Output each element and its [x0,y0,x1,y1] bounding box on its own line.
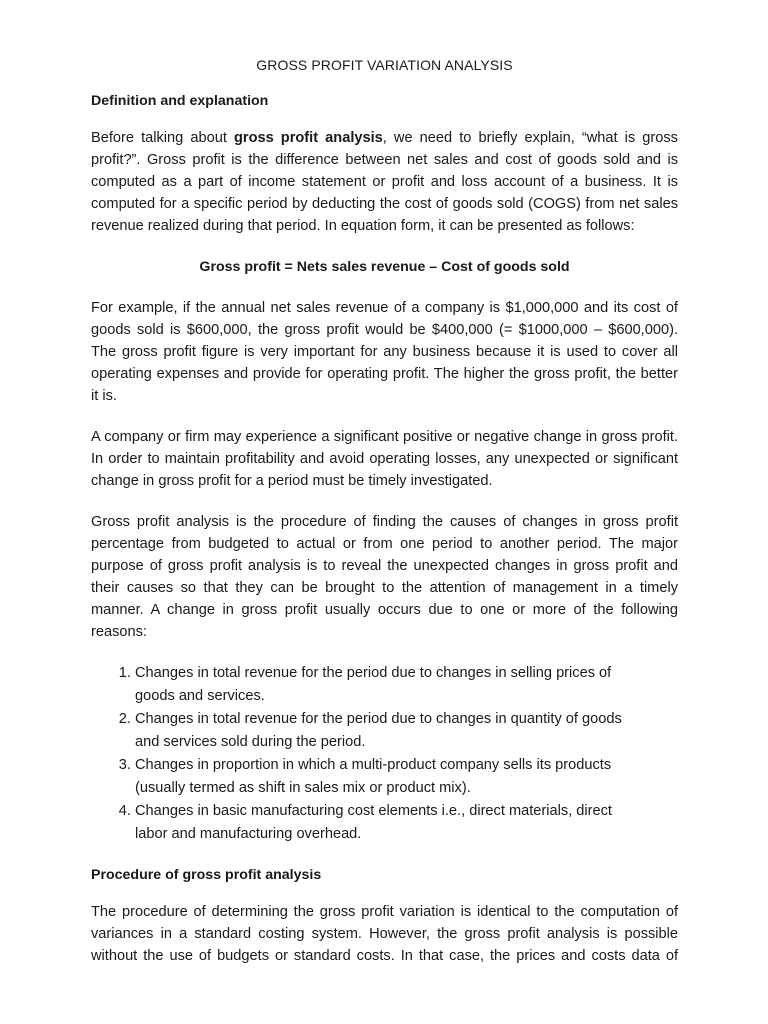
section-heading-definition: Definition and explanation [91,93,269,109]
paragraph-intro-start: Before talking about [91,130,234,146]
paragraph-intro [91,127,678,237]
paragraph-change: A company or firm may experience a significant positive or negative change in gross profit. In order to maintain profitability and avoid operating losses, any unexpected or significant change in gross profit for a period must be timely investigated. [91,429,678,489]
paragraph-analysis-definition: Gross profit analysis is the procedure of finding the causes of changes in gross profit percentage from budgeted to actual or from one period to another period. The major purpose of gross profit analysis is to reveal the unexpected changes in gross profit and their causes so that they can be brought to the attention of management in a timely manner. A change in gross profit usually occurs due to one or more of the following reasons: [91,514,678,640]
list-item: 3. Changes in proportion in which a multi-product company sells its products (usually termed as shift in sales mix or product mix). [135,754,678,799]
list-item: 4. Changes in basic manufacturing cost elements i.e., direct materials, direct labor and manufacturing overhead. [135,800,678,845]
paragraph-intro-rest: , we need to briefly explain, “what is gross profit?”. Gross profit is the difference between net sales and cost of goods sold and is computed as a part of income statement or profit and loss account of a business. It is computed for a specific period by deducting the cost of goods sold (COGS) from net sales revenue realized during that period. In equation form, it can be presented as follows: [91,130,678,234]
paragraph-intro-bold-term: gross profit analysis [233,130,383,146]
document-title: GROSS PROFIT VARIATION ANALYSIS [256,57,513,73]
reasons-list [91,662,678,845]
section-heading-procedure: Procedure of gross profit analysis [91,867,322,883]
document-page [91,54,678,986]
gross-profit-equation: Gross profit = Nets sales revenue – Cost of goods sold [199,259,570,275]
paragraph-example: For example, if the annual net sales revenue of a company is $1,000,000 and its cost of goods sold is $600,000, the gross profit would be $400,000 (= $1000,000 – $600,000). The gross profit figure is very important for any business because it is used to cover all operating expenses and provide for operating profit. The higher the gross profit, the better it is. [91,300,678,404]
list-item: 1. Changes in total revenue for the period due to changes in selling prices of goods and services. [135,662,678,707]
paragraph-procedure: The procedure of determining the gross profit variation is identical to the computation of variances in a standard costing system. However, the gross profit analysis is possible without the use of budgets or standard costs. In that case, the prices and costs data of [91,904,678,964]
list-item: 2. Changes in total revenue for the period due to changes in quantity of goods and services sold during the period. [135,708,678,753]
